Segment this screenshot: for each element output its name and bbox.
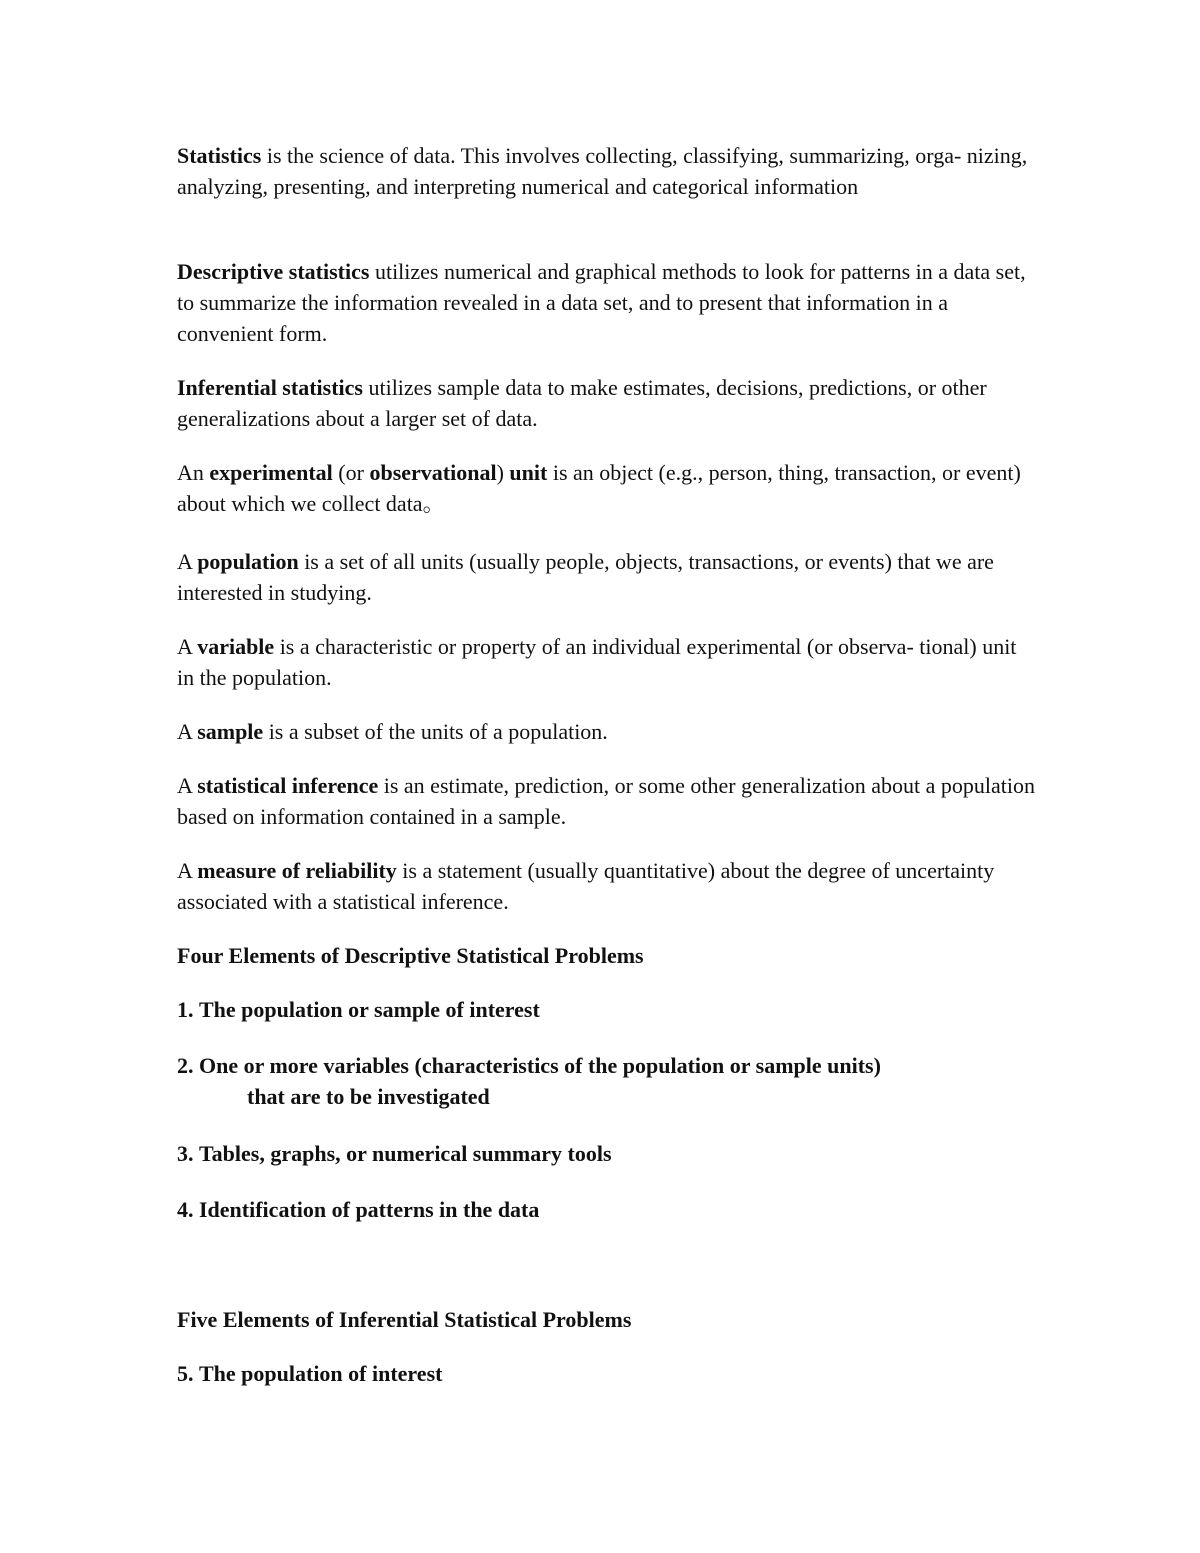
definition-text: is a statement (usually quantitative) about the degree of uncertainty associated with a statistical inference.: [177, 858, 995, 914]
term: unit: [509, 460, 548, 485]
term: statistical inference: [197, 773, 379, 798]
definition-text: A: [177, 634, 198, 659]
inferential-heading: Five Elements of Inferential Statistical Problems: [177, 1307, 632, 1332]
term: Inferential statistics: [177, 375, 363, 400]
definition-measure-of-reliability: [177, 855, 1037, 917]
list-number: 1.: [177, 997, 194, 1022]
definition-text: ): [496, 460, 510, 485]
term: sample: [197, 719, 264, 744]
definition-sample: [177, 716, 1037, 747]
definition-text: is a characteristic or property of an individual experimental (or observa- tional) unit in the population.: [177, 634, 1017, 690]
list-item: [177, 1050, 1037, 1112]
definition-text: A: [177, 858, 198, 883]
list-number: 3.: [177, 1141, 194, 1166]
list-text-continuation: that are to be investigated: [247, 1084, 490, 1109]
definition-descriptive-statistics: [177, 256, 1037, 349]
list-text: Tables, graphs, or numerical summary tools: [199, 1141, 612, 1166]
definition-population: [177, 546, 1037, 608]
definition-text: is an object (e.g., person, thing, transaction, or event) about which we collect data。: [177, 460, 1021, 516]
definition-text: is the science of data. This involves collecting, classifying, summarizing, orga- nizing, analyzing, presenting, and interpreting numerical and categorical information: [177, 143, 1028, 199]
definition-statistical-inference: [177, 770, 1037, 832]
list-text: Identification of patterns in the data: [199, 1197, 540, 1222]
list-number: 5.: [177, 1361, 194, 1386]
list-number: 2.: [177, 1053, 194, 1078]
definition-text: utilizes numerical and graphical methods to look for patterns in a data set, to summarize the information revealed in a data set, and to present that information in a convenient form.: [177, 259, 1026, 346]
definition-text: utilizes sample data to make estimates, decisions, predictions, or other generalizations about a larger set of data.: [177, 375, 987, 431]
definition-text: An: [177, 460, 210, 485]
definition-text: A: [177, 773, 198, 798]
term: Descriptive statistics: [177, 259, 370, 284]
definition-text: is an estimate, prediction, or some other generalization about a population based on information contained in a sample.: [177, 773, 1035, 829]
list-item: [177, 1194, 1037, 1225]
definition-text: (or: [332, 460, 370, 485]
definition-experimental-unit: [177, 457, 1037, 519]
term: observational: [369, 460, 497, 485]
definition-statistics: [177, 140, 1037, 202]
definition-variable: [177, 631, 1037, 693]
descriptive-heading: Four Elements of Descriptive Statistical Problems: [177, 943, 644, 968]
definition-text: is a subset of the units of a population.: [263, 719, 608, 744]
definition-text: A: [177, 549, 198, 574]
definition-text: A: [177, 719, 198, 744]
list-item: [177, 994, 1037, 1025]
term: variable: [197, 634, 275, 659]
list-text: The population of interest: [199, 1361, 443, 1386]
list-text: The population or sample of interest: [199, 997, 540, 1022]
list-item: [177, 1138, 1037, 1169]
term: experimental: [209, 460, 333, 485]
definition-inferential-statistics: [177, 372, 1037, 434]
term: population: [197, 549, 299, 574]
list-number: 4.: [177, 1197, 194, 1222]
list-item: [177, 1358, 1037, 1389]
list-text: One or more variables (characteristics of the population or sample units): [199, 1053, 881, 1078]
term: Statistics: [177, 143, 262, 168]
term: measure of reliability: [197, 858, 397, 883]
definition-text: is a set of all units (usually people, objects, transactions, or events) that we are interested in studying.: [177, 549, 994, 605]
